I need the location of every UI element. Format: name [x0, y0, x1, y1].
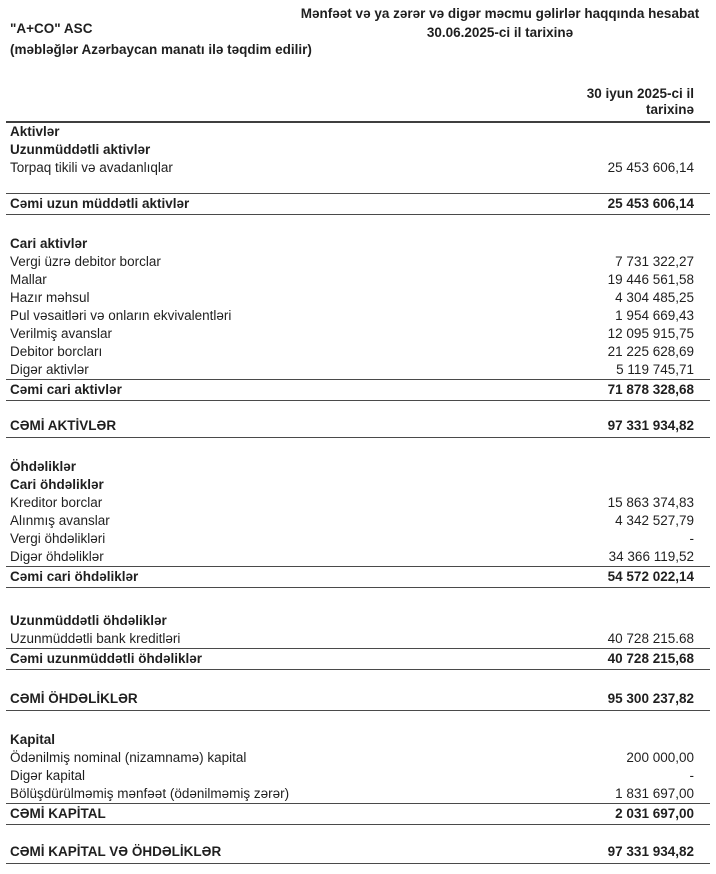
- amount-value: 1 954 669,43: [615, 308, 694, 323]
- report-title-line1: Mənfəət və ya zərər və digər məcmu gəlirlər haqqında hesabat: [300, 6, 700, 21]
- balance-sheet-table: [6, 74, 710, 864]
- row-hazir-mehsul: [6, 289, 710, 307]
- row-debitor-borclari: [6, 343, 710, 361]
- amount-value: 12 095 915,75: [607, 326, 694, 341]
- row-odenilmis-nominal-kapital: [6, 749, 710, 767]
- row-cari-ohdelikler: [6, 476, 710, 494]
- amount-value: 97 331 934,82: [607, 418, 694, 433]
- amount-value: 95 300 237,82: [607, 691, 694, 706]
- account-label: Cəmi cari öhdəliklər: [10, 569, 139, 584]
- amount-value: 1 831 697,00: [615, 786, 694, 801]
- row-cemi-uzunmuddetli-aktivler: [6, 193, 710, 215]
- account-label: Vergi üzrə debitor borclar: [10, 254, 161, 269]
- amount-value: 19 446 561,58: [607, 272, 694, 287]
- row-cemi-uzunmuddetli-ohdelikler: [6, 648, 710, 670]
- row-kapital: [6, 731, 710, 749]
- amount-value: 97 331 934,82: [607, 844, 694, 859]
- row-cemi-cari-aktivler: [6, 379, 710, 401]
- amount-value: 25 453 606,14: [607, 196, 694, 211]
- account-label: Mallar: [10, 272, 47, 287]
- account-label: Torpaq tikili və avadanlıqlar: [10, 160, 173, 175]
- account-label: Cari aktivlər: [10, 236, 88, 251]
- account-label: Digər aktivlər: [10, 362, 89, 377]
- row-diger-kapital: [6, 767, 710, 785]
- amount-value: 4 304 485,25: [615, 290, 694, 305]
- row-uzunmuddetli-aktivler: [6, 141, 710, 159]
- column-header-date-line1: 30 iyun 2025-ci il: [586, 86, 694, 101]
- account-label: CƏMİ ÖHDƏLİKLƏR: [10, 691, 138, 706]
- row-bolusdurulmemis-menfeet: [6, 785, 710, 803]
- amount-value: 200 000,00: [626, 750, 694, 765]
- account-label: Cari öhdəliklər: [10, 477, 104, 492]
- report-title: [288, 4, 712, 42]
- row-uzunmuddetli-bank-kreditleri: [6, 630, 710, 648]
- row-aktivler: [6, 123, 710, 141]
- amount-value: -: [689, 531, 694, 546]
- account-label: Digər kapital: [10, 768, 86, 783]
- row-kreditor-borclar: [6, 494, 710, 512]
- account-label: CƏMİ KAPİTAL: [10, 806, 106, 821]
- amount-value: 40 728 215.68: [607, 631, 694, 646]
- amount-value: 40 728 215,68: [607, 651, 694, 666]
- amount-value: 7 731 322,27: [615, 254, 694, 269]
- amount-value: 71 878 328,68: [607, 382, 694, 397]
- row-vergi-debitor-borclar: [6, 253, 710, 271]
- row-verilmis-avanslar: [6, 325, 710, 343]
- account-label: Bölüşdürülməmiş mənfəət (ödənilməmiş zərər): [10, 786, 290, 801]
- account-label: CƏMİ KAPİTAL VƏ ÖHDƏLİKLƏR: [10, 844, 222, 859]
- row-cemi-kapital: [6, 803, 710, 825]
- account-label: Digər öhdəliklər: [10, 549, 104, 564]
- row-mallar: [6, 271, 710, 289]
- amount-value: 4 342 527,79: [615, 513, 694, 528]
- amount-value: 15 863 374,83: [607, 495, 694, 510]
- report-title-line2: 30.06.2025-ci il tarixinə: [426, 25, 574, 40]
- account-label: Alınmış avanslar: [10, 513, 110, 528]
- amount-value: 54 572 022,14: [607, 569, 694, 584]
- account-label: Cəmi uzunmüddətli öhdəliklər: [10, 651, 203, 666]
- amount-value: -: [689, 768, 694, 783]
- account-label: Debitor borcları: [10, 344, 103, 359]
- account-label: Uzunmüddətli öhdəliklər: [10, 613, 167, 628]
- amount-value: 21 225 628,69: [607, 344, 694, 359]
- row-alinmis-avanslar: [6, 512, 710, 530]
- row-cari-aktivler: [6, 235, 710, 253]
- document-header: [0, 4, 716, 74]
- row-ohdelikler: [6, 458, 710, 476]
- account-label: Uzunmüddətli aktivlər: [10, 142, 151, 157]
- amount-value: 25 453 606,14: [607, 160, 694, 175]
- row-cemi-kapital-ve-ohdelikler: [6, 843, 710, 864]
- account-label: Aktivlər: [10, 124, 60, 139]
- row-cemi-ohdelikler: [6, 690, 710, 711]
- company-name: "A+CO" ASC: [10, 21, 93, 36]
- account-label: Cəmi uzun müddətli aktivlər: [10, 196, 190, 211]
- row-diger-ohdelikler: [6, 548, 710, 566]
- currency-note: (məbləğlər Azərbaycan manatı ilə təqdim edilir): [10, 42, 312, 57]
- account-label: Öhdəliklər: [10, 459, 77, 474]
- row-torpaq-tikili-avadanliqlar: [6, 159, 710, 177]
- account-label: Kapital: [10, 732, 56, 747]
- amount-value: 2 031 697,00: [615, 806, 694, 821]
- column-header-date-line2: tarixinə: [645, 102, 694, 117]
- row-vergi-ohdelikleri: [6, 530, 710, 548]
- row-diger-aktivler: [6, 361, 710, 379]
- account-label: Ödənilmiş nominal (nizamnamə) kapital: [10, 750, 247, 765]
- account-label: Hazır məhsul: [10, 290, 90, 305]
- column-header-date: [6, 74, 710, 123]
- row-cemi-cari-ohdelikler: [6, 566, 710, 588]
- account-label: Uzunmüddətli bank kreditləri: [10, 631, 181, 646]
- row-uzunmuddetli-ohdelikler: [6, 612, 710, 630]
- account-label: Kreditor borclar: [10, 495, 103, 510]
- account-label: Verilmiş avanslar: [10, 326, 113, 341]
- account-label: CƏMİ AKTİVLƏR: [10, 418, 117, 433]
- row-cemi-aktivler: [6, 417, 710, 438]
- amount-value: 34 366 119,52: [608, 549, 694, 564]
- account-label: Pul vəsaitləri və onların ekvivalentləri: [10, 308, 232, 323]
- amount-value: 5 119 745,71: [616, 362, 694, 377]
- account-label: Vergi öhdəlikləri: [10, 531, 106, 546]
- account-label: Cəmi cari aktivlər: [10, 382, 122, 397]
- row-pul-vesaitleri: [6, 307, 710, 325]
